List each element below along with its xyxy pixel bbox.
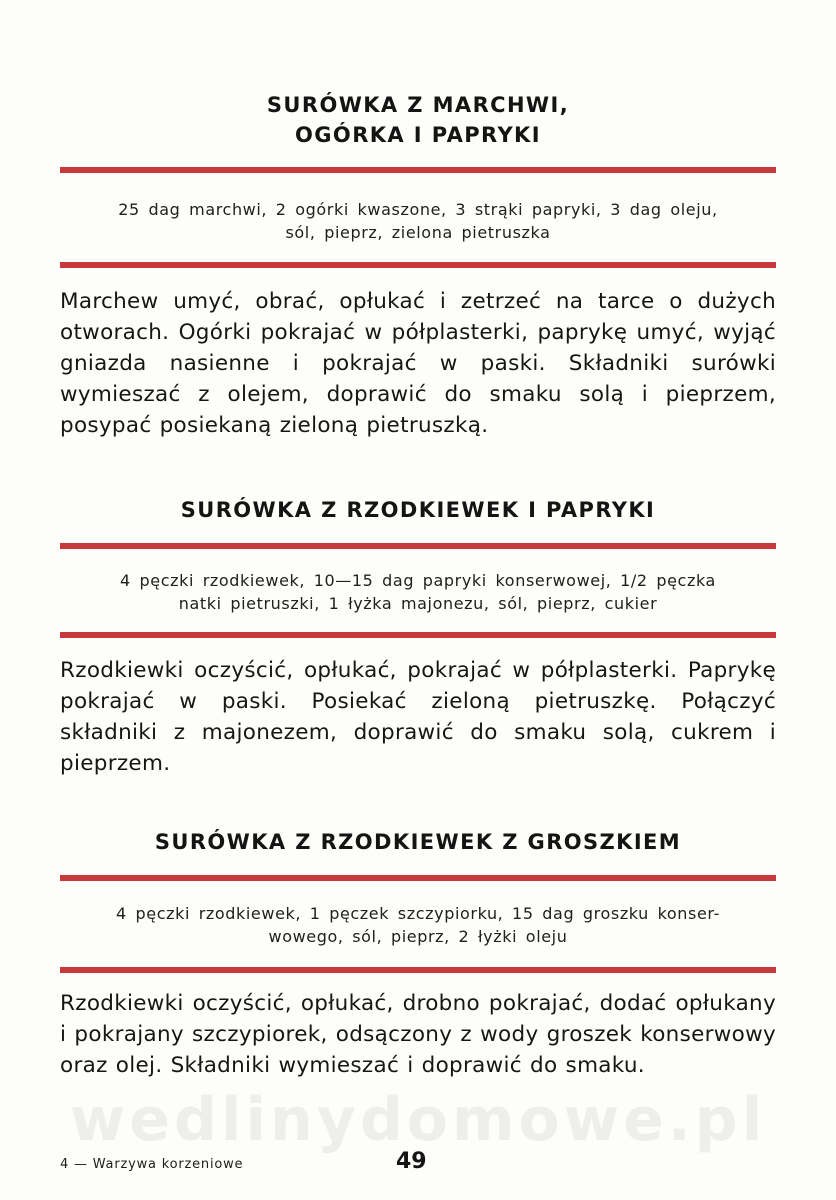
watermark: wedlinydomowe.pl (69, 1085, 767, 1155)
recipe-title-line: SURÓWKA Z MARCHWI, (266, 93, 570, 117)
ingredients-line: 4 pęczki rzodkiewek, 1 pęczek szczypiorku, 15 dag groszku konser- (116, 904, 720, 923)
recipe-title-line: OGÓRKA I PAPRYKI (295, 123, 541, 147)
divider-rule (60, 632, 776, 638)
ingredients-line: wowego, sól, pieprz, 2 łyżki oleju (268, 927, 568, 946)
divider-rule (60, 875, 776, 881)
recipe-title-line: SURÓWKA Z RZODKIEWEK I PAPRYKI (180, 498, 656, 522)
ingredients-line: natki pietruszki, 1 łyżka majonezu, sól, pieprz, cukier (178, 594, 658, 613)
ingredients-line: 4 pęczki rzodkiewek, 10—15 dag papryki konserwowej, 1/2 pęczka (120, 571, 716, 590)
divider-rule (60, 262, 776, 268)
ingredients-list (60, 902, 776, 948)
page-number: 49 (396, 1149, 427, 1174)
recipe-title (60, 827, 776, 857)
recipe-instructions: Rzodkiewki oczyścić, opłukać, drobno pokrajać, dodać opłukany i pokrajany szczypiorek, odsączony z wody groszek konserwowy oraz olej. Składniki wymieszać i doprawić do smaku. (60, 991, 776, 1078)
divider-rule (60, 543, 776, 549)
ingredients-list (60, 198, 776, 244)
recipe-title (60, 495, 776, 525)
recipe-instructions: Rzodkiewki oczyścić, opłukać, pokrajać w półplasterki. Paprykę pokrajać w paski. Posiekać zieloną pietruszkę. Połączyć składniki z majonezem, doprawić do smaku solą, cukrem i pieprzem. (60, 658, 776, 776)
recipe-title-line: SURÓWKA Z RZODKIEWEK Z GROSZKIEM (154, 830, 682, 854)
recipe-instructions: Marchew umyć, obrać, opłukać i zetrzeć na tarce o dużych otworach. Ogórki pokrajać w półplasterki, paprykę umyć, wyjąć gniazda nasienne i pokrajać w paski. Składniki surówki wymieszać z olejem, doprawić do smaku solą i pieprzem, posypać posiekaną zieloną pietruszką. (60, 289, 776, 438)
divider-rule (60, 967, 776, 973)
footer-section-label: 4 — Warzywa korzeniowe (60, 1157, 244, 1172)
divider-rule (60, 167, 776, 173)
ingredients-list (60, 569, 776, 615)
recipe-title (60, 90, 776, 150)
ingredients-line: sól, pieprz, zielona pietruszka (285, 223, 551, 242)
ingredients-line: 25 dag marchwi, 2 ogórki kwaszone, 3 strąki papryki, 3 dag oleju, (118, 200, 718, 219)
